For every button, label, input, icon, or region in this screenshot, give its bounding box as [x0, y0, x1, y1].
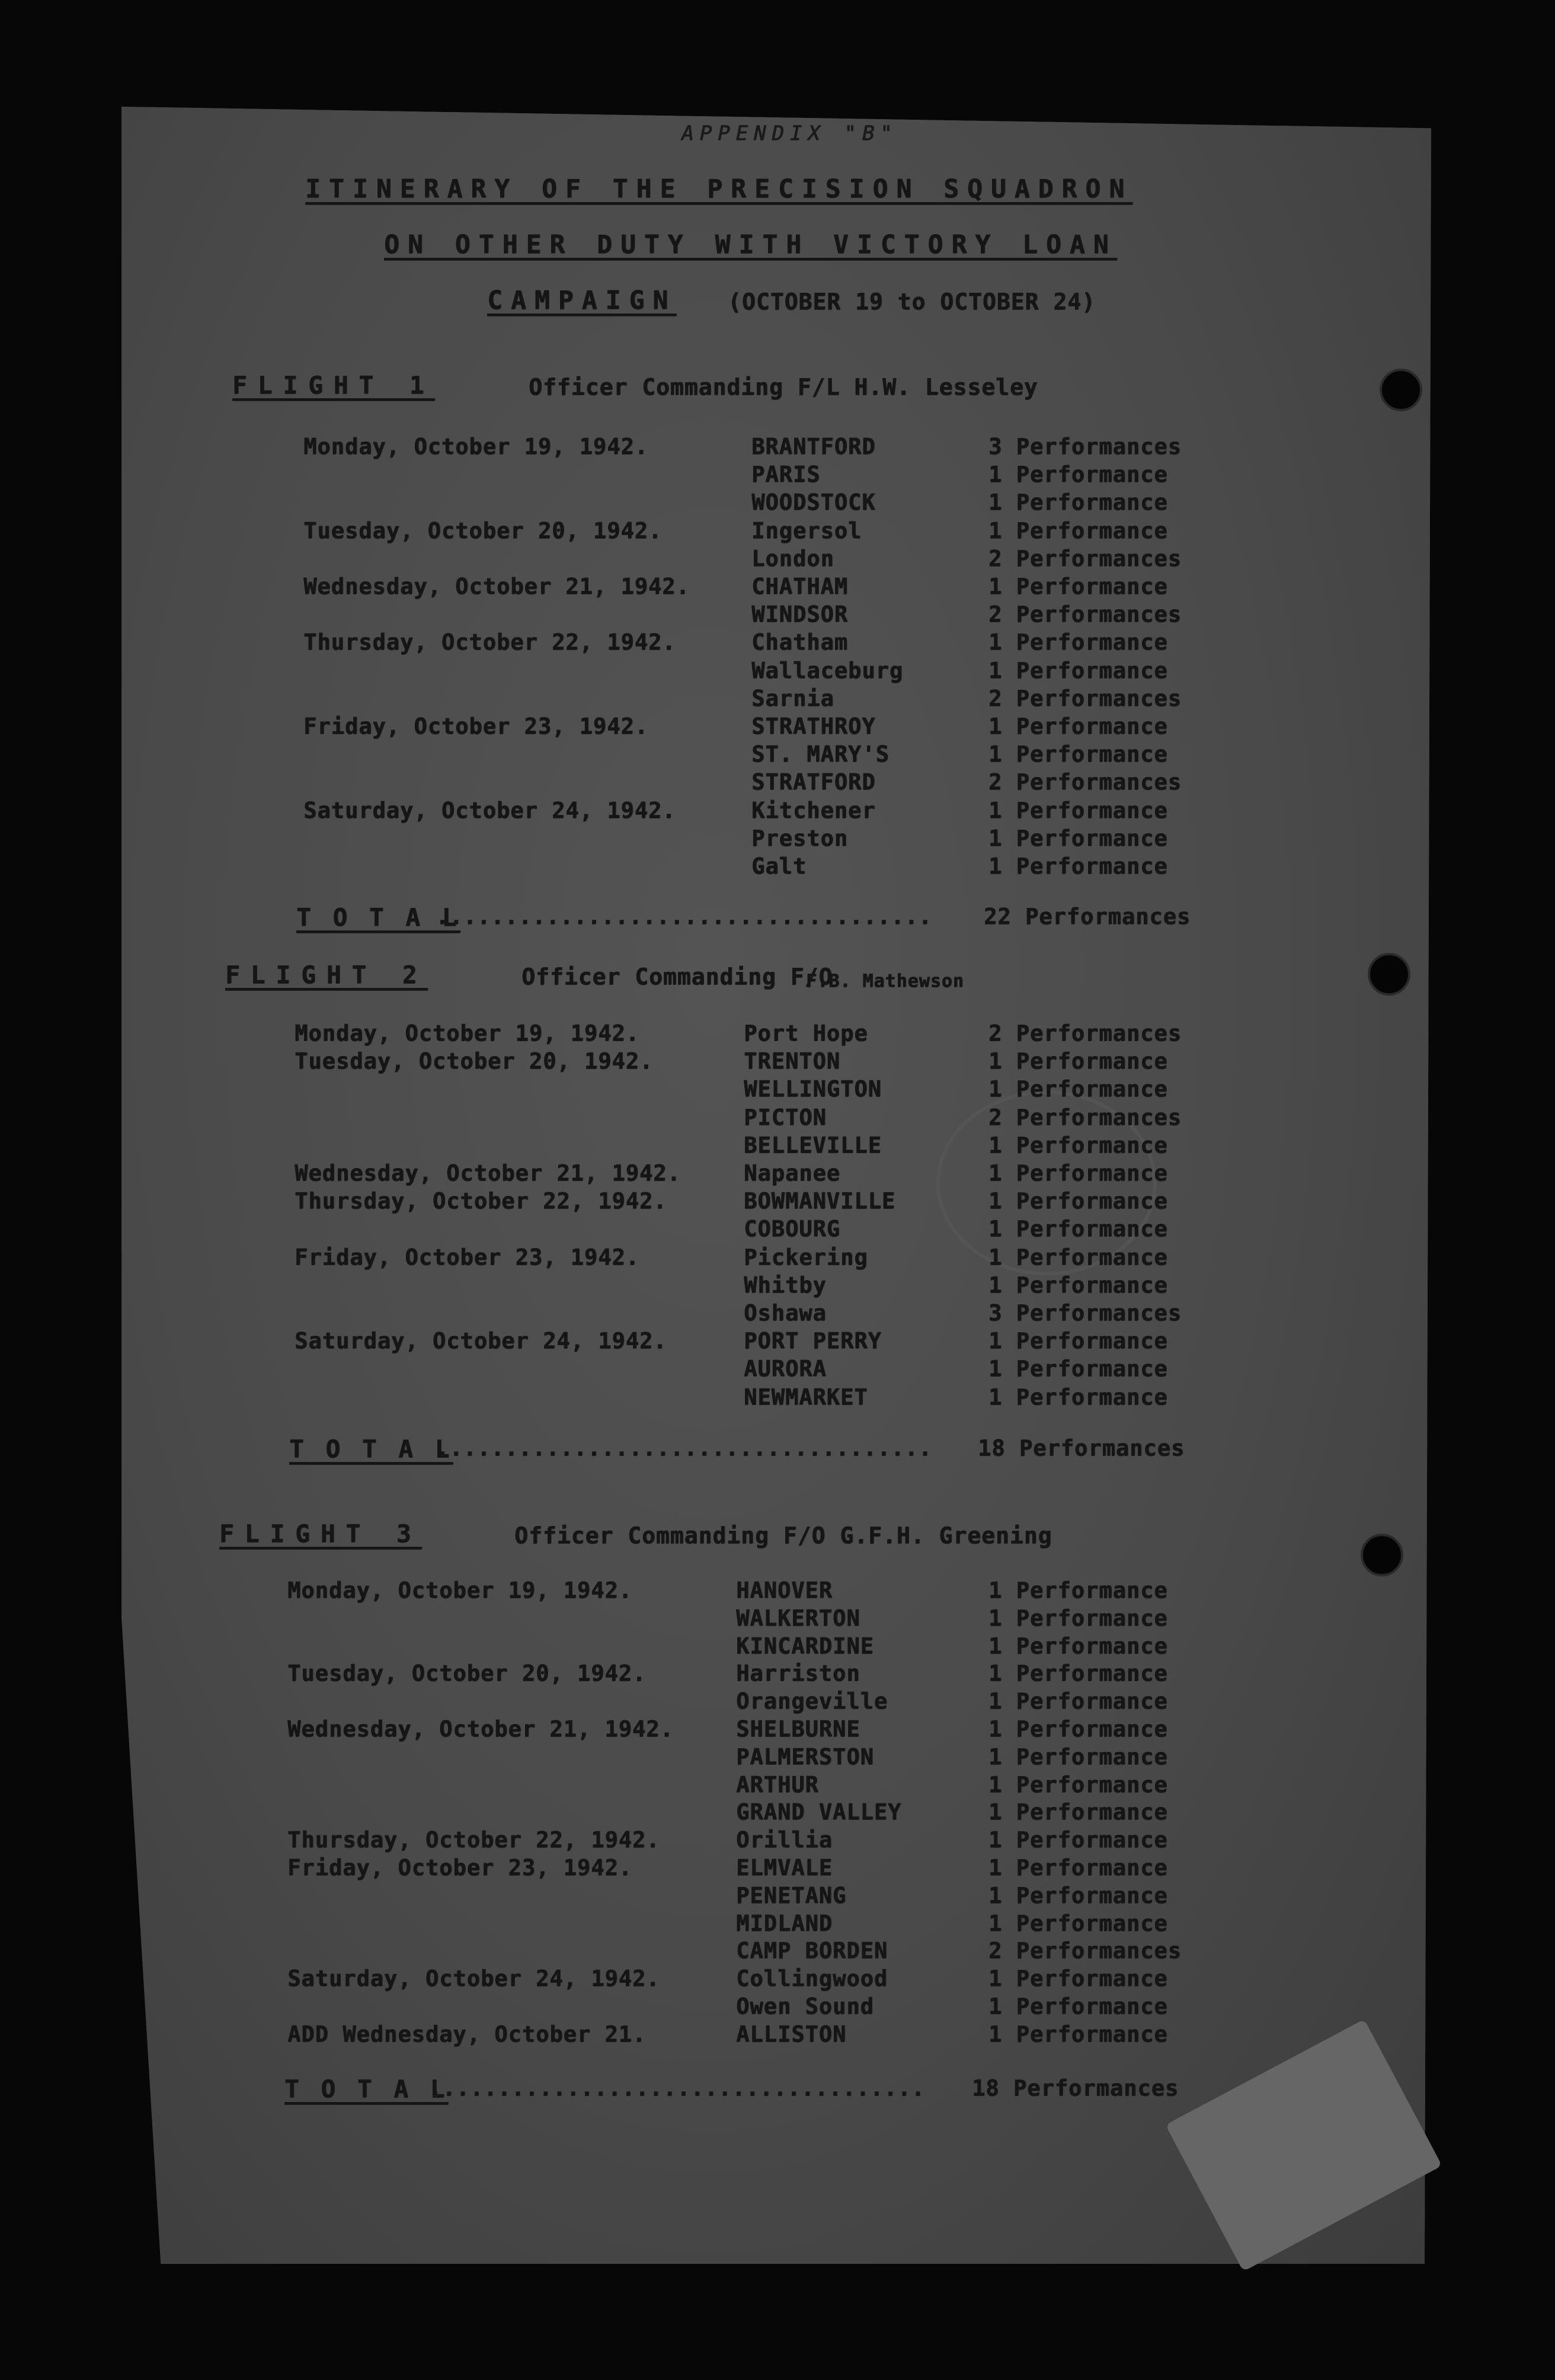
itinerary-town: WELLINGTON	[744, 1076, 882, 1102]
itinerary-performances: 1 Performance	[988, 490, 1168, 515]
itinerary-town: WALKERTON	[736, 1605, 860, 1631]
itinerary-day: Friday, October 23, 1942.	[303, 714, 648, 739]
total-leader-dots: ....................................	[428, 2075, 925, 2101]
itinerary-town: CAMP BORDEN	[736, 1938, 888, 1963]
itinerary-day: Thursday, October 22, 1942.	[295, 1188, 667, 1214]
itinerary-town: Chatham	[751, 629, 848, 655]
itinerary-town: Wallaceburg	[751, 658, 904, 683]
itinerary-town: Kitchener	[751, 798, 876, 823]
itinerary-day: Tuesday, October 20, 1942.	[295, 1048, 654, 1074]
itinerary-performances: 1 Performance	[988, 1855, 1168, 1880]
itinerary-performances: 1 Performance	[988, 1827, 1168, 1853]
total-performances: 18 Performances	[972, 2075, 1179, 2101]
itinerary-performances: 1 Performance	[988, 1744, 1168, 1770]
itinerary-town: Orangeville	[736, 1688, 888, 1714]
total-label: T O T A L	[289, 1435, 453, 1463]
itinerary-town: Collingwood	[736, 1966, 888, 1991]
itinerary-town: London	[751, 546, 834, 571]
itinerary-performances: 1 Performance	[988, 1328, 1168, 1354]
itinerary-performances: 1 Performance	[988, 1911, 1168, 1936]
itinerary-performances: 2 Performances	[988, 769, 1182, 795]
itinerary-performances: 1 Performance	[988, 518, 1168, 543]
punch-hole	[1368, 953, 1410, 996]
itinerary-day: Tuesday, October 20, 1942.	[287, 1661, 647, 1686]
title-line-3: CAMPAIGN	[487, 286, 677, 315]
itinerary-day: Saturday, October 24, 1942.	[303, 798, 676, 823]
itinerary-performances: 1 Performance	[988, 2021, 1168, 2047]
itinerary-town: BELLEVILLE	[744, 1133, 882, 1158]
itinerary-performances: 1 Performance	[988, 462, 1168, 487]
itinerary-performances: 1 Performance	[988, 1356, 1168, 1381]
itinerary-town: PENETANG	[736, 1883, 847, 1908]
itinerary-performances: 1 Performance	[988, 826, 1168, 851]
itinerary-day: Wednesday, October 21, 1942.	[287, 1716, 674, 1742]
flight-label: FLIGHT 1	[232, 371, 435, 399]
itinerary-town: Napanee	[744, 1160, 840, 1186]
itinerary-performances: 1 Performance	[988, 1384, 1168, 1410]
itinerary-town: ELMVALE	[736, 1855, 833, 1880]
officer-commanding: Officer Commanding F/O G.F.H. Greening	[514, 1522, 1052, 1549]
itinerary-town: Whitby	[744, 1272, 827, 1298]
itinerary-day: Wednesday, October 21, 1942.	[295, 1160, 681, 1186]
itinerary-performances: 3 Performances	[988, 1300, 1182, 1326]
itinerary-performances: 1 Performance	[988, 1633, 1168, 1659]
itinerary-day: Monday, October 19, 1942.	[303, 434, 648, 459]
itinerary-performances: 2 Performances	[988, 1021, 1182, 1046]
itinerary-day: Friday, October 23, 1942.	[287, 1855, 632, 1880]
itinerary-day: Monday, October 19, 1942.	[295, 1021, 639, 1046]
itinerary-town: Port Hope	[744, 1021, 868, 1046]
itinerary-town: Sarnia	[751, 686, 834, 711]
itinerary-day: Saturday, October 24, 1942.	[287, 1966, 660, 1991]
itinerary-day: Monday, October 19, 1942.	[287, 1578, 632, 1603]
itinerary-performances: 1 Performance	[988, 1272, 1168, 1298]
itinerary-town: NEWMARKET	[744, 1384, 868, 1410]
itinerary-performances: 3 Performances	[988, 434, 1182, 459]
officer-name: F.B. Mathewson	[806, 971, 964, 991]
itinerary-day: Friday, October 23, 1942.	[295, 1245, 639, 1270]
itinerary-performances: 1 Performance	[988, 1133, 1168, 1158]
itinerary-performances: 1 Performance	[988, 1188, 1168, 1214]
total-leader-dots: ....................................	[436, 1435, 932, 1461]
itinerary-performances: 2 Performances	[988, 1105, 1182, 1130]
campaign-dates: (OCTOBER 19 to OCTOBER 24)	[728, 289, 1096, 315]
itinerary-town: HANOVER	[736, 1578, 833, 1603]
itinerary-performances: 2 Performances	[988, 686, 1182, 711]
itinerary-performances: 1 Performance	[988, 1661, 1168, 1686]
itinerary-town: Ingersol	[751, 518, 862, 543]
itinerary-performances: 1 Performance	[988, 1160, 1168, 1186]
itinerary-performances: 1 Performance	[988, 714, 1168, 739]
itinerary-town: BRANTFORD	[751, 434, 876, 459]
itinerary-town: Harriston	[736, 1661, 860, 1686]
itinerary-town: PORT PERRY	[744, 1328, 882, 1354]
itinerary-day: Thursday, October 22, 1942.	[303, 629, 676, 655]
itinerary-town: KINCARDINE	[736, 1633, 874, 1659]
itinerary-town: STRATHROY	[751, 714, 876, 739]
itinerary-town: CHATHAM	[751, 574, 848, 599]
itinerary-town: PALMERSTON	[736, 1744, 874, 1770]
itinerary-performances: 1 Performance	[988, 1966, 1168, 1991]
itinerary-town: WOODSTOCK	[751, 490, 876, 515]
flight-label: FLIGHT 3	[219, 1520, 422, 1548]
itinerary-performances: 1 Performance	[988, 1799, 1168, 1825]
itinerary-day: ADD Wednesday, October 21.	[287, 2021, 647, 2047]
itinerary-performances: 1 Performance	[988, 1883, 1168, 1908]
itinerary-town: Owen Sound	[736, 1994, 874, 2019]
itinerary-performances: 1 Performance	[988, 1048, 1168, 1074]
itinerary-town: STRATFORD	[751, 769, 876, 795]
itinerary-day: Tuesday, October 20, 1942.	[303, 518, 663, 543]
itinerary-day: Wednesday, October 21, 1942.	[303, 574, 690, 599]
itinerary-town: ALLISTON	[736, 2021, 847, 2047]
officer-commanding: Officer Commanding F/O	[521, 964, 833, 990]
itinerary-town: BOWMANVILLE	[744, 1188, 896, 1214]
punch-hole	[1380, 369, 1422, 411]
itinerary-town: Galt	[751, 853, 807, 879]
itinerary-town: Oshawa	[744, 1300, 827, 1326]
itinerary-performances: 1 Performance	[988, 658, 1168, 683]
itinerary-town: Preston	[751, 826, 848, 851]
itinerary-town: Pickering	[744, 1245, 868, 1270]
itinerary-town: PICTON	[744, 1105, 827, 1130]
itinerary-performances: 1 Performance	[988, 1772, 1168, 1797]
punch-hole	[1361, 1534, 1403, 1576]
itinerary-performances: 1 Performance	[988, 1245, 1168, 1270]
itinerary-town: GRAND VALLEY	[736, 1799, 902, 1825]
itinerary-performances: 1 Performance	[988, 853, 1168, 879]
itinerary-performances: 2 Performances	[988, 546, 1182, 571]
itinerary-day: Thursday, October 22, 1942.	[287, 1827, 660, 1853]
officer-commanding: Officer Commanding F/L H.W. Lesseley	[529, 374, 1038, 400]
itinerary-town: TRENTON	[744, 1048, 840, 1074]
itinerary-town: WINDSOR	[751, 602, 848, 627]
itinerary-town: Orillia	[736, 1827, 833, 1853]
total-label: T O T A L	[284, 2075, 449, 2103]
itinerary-performances: 2 Performances	[988, 1938, 1182, 1963]
total-performances: 22 Performances	[984, 904, 1191, 929]
flight-label: FLIGHT 2	[225, 961, 428, 989]
itinerary-performances: 1 Performance	[988, 1578, 1168, 1603]
itinerary-performances: 1 Performance	[988, 798, 1168, 823]
itinerary-performances: 1 Performance	[988, 629, 1168, 655]
itinerary-town: PARIS	[751, 462, 821, 487]
title-line-2: ON OTHER DUTY WITH VICTORY LOAN	[384, 230, 1117, 260]
itinerary-performances: 1 Performance	[988, 741, 1168, 767]
itinerary-performances: 1 Performance	[988, 1716, 1168, 1742]
itinerary-performances: 1 Performance	[988, 574, 1168, 599]
itinerary-day: Saturday, October 24, 1942.	[295, 1328, 667, 1354]
itinerary-performances: 1 Performance	[988, 1688, 1168, 1714]
itinerary-town: AURORA	[744, 1356, 827, 1381]
itinerary-town: COBOURG	[744, 1216, 840, 1242]
itinerary-performances: 1 Performance	[988, 1216, 1168, 1242]
itinerary-town: ARTHUR	[736, 1772, 819, 1797]
itinerary-town: SHELBURNE	[736, 1716, 860, 1742]
itinerary-performances: 1 Performance	[988, 1994, 1168, 2019]
title-line-1: ITINERARY OF THE PRECISION SQUADRON	[305, 174, 1133, 204]
itinerary-town: ST. MARY'S	[751, 741, 890, 767]
itinerary-town: MIDLAND	[736, 1911, 833, 1936]
itinerary-performances: 2 Performances	[988, 602, 1182, 627]
appendix-note: APPENDIX "B"	[681, 121, 898, 145]
itinerary-performances: 1 Performance	[988, 1076, 1168, 1102]
total-leader-dots: ....................................	[436, 904, 932, 929]
total-label: T O T A L	[296, 903, 460, 932]
total-performances: 18 Performances	[978, 1435, 1185, 1461]
itinerary-performances: 1 Performance	[988, 1605, 1168, 1631]
